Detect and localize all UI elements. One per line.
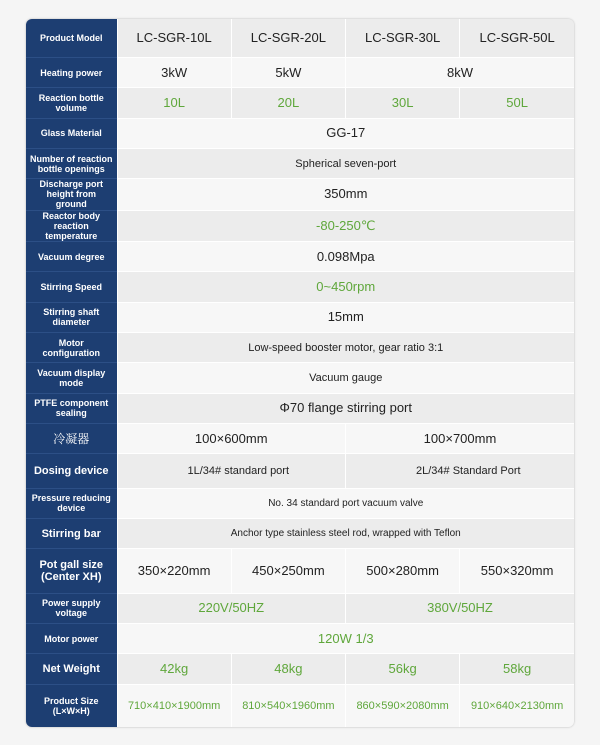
value-cell: 860×590×2080mm [346,684,460,727]
table-row [26,593,574,623]
value-cell: 500×280mm [346,549,460,594]
value-cell: -80-250℃ [117,210,574,241]
value-cell: 350×220mm [117,549,231,594]
table-row [26,57,574,87]
table-row [26,118,574,148]
row-label-product-size: Product Size (L×W×H) [26,684,117,727]
value-cell: 100×600mm [117,423,346,453]
row-label-heating-power: Heating power [26,57,117,87]
table-row [26,624,574,654]
value-cell: 50L [460,88,574,118]
row-label-model: Product Model [26,19,117,57]
value-cell: 1L/34# standard port [117,454,346,488]
table-row [26,518,574,548]
value-cell: Anchor type stainless steel rod, wrapped with Teflon [117,518,574,548]
value-cell: 10L [117,88,231,118]
row-label-shaft-diameter: Stirring shaft diameter [26,302,117,332]
table-row [26,423,574,453]
value-cell: Spherical seven-port [117,148,574,178]
value-cell: 450×250mm [231,549,345,594]
table-row [26,684,574,727]
table-row [26,210,574,241]
model-cell: LC-SGR-20L [231,19,345,57]
table-row [26,454,574,488]
value-cell: 3kW [117,57,231,87]
value-cell: Φ70 flange stirring port [117,393,574,423]
row-label-net-weight: Net Weight [26,654,117,684]
row-label-dosing: Dosing device [26,454,117,488]
row-label-bottle-volume: Reaction bottle volume [26,88,117,118]
model-cell: LC-SGR-10L [117,19,231,57]
value-cell: 58kg [460,654,574,684]
table-row [26,363,574,393]
value-cell: No. 34 standard port vacuum valve [117,488,574,518]
row-label-temperature: Reactor body reaction temperature [26,210,117,241]
value-cell: 5kW [231,57,345,87]
row-label-discharge: Discharge port height from ground [26,179,117,210]
value-cell: 2L/34# Standard Port [346,454,575,488]
table-row [26,302,574,332]
value-cell: 550×320mm [460,549,574,594]
value-cell: GG-17 [117,118,574,148]
row-label-stirring-speed: Stirring Speed [26,272,117,302]
table-row [26,332,574,362]
table-row [26,393,574,423]
row-label-openings: Number of reaction bottle openings [26,148,117,178]
table-row [26,272,574,302]
value-cell: 810×540×1960mm [231,684,345,727]
value-cell: 0~450rpm [117,272,574,302]
value-cell: 42kg [117,654,231,684]
row-label-power-supply: Power supply voltage [26,593,117,623]
table-row [26,654,574,684]
row-label-vacuum-degree: Vacuum degree [26,241,117,271]
value-cell: 220V/50HZ [117,593,346,623]
model-cell: LC-SGR-50L [460,19,574,57]
model-cell: LC-SGR-30L [346,19,460,57]
value-cell: 350mm [117,179,574,210]
value-cell: 30L [346,88,460,118]
value-cell: 910×640×2130mm [460,684,574,727]
value-cell: 20L [231,88,345,118]
table-row [26,179,574,210]
value-cell: 100×700mm [346,423,575,453]
value-cell: 0.098Mpa [117,241,574,271]
table-row [26,88,574,118]
value-cell: Vacuum gauge [117,363,574,393]
row-label-motor-config: Motor configuration [26,332,117,362]
value-cell: Low-speed booster motor, gear ratio 3:1 [117,332,574,362]
value-cell: 8kW [346,57,575,87]
row-label-pressure-valve: Pressure reducing device [26,488,117,518]
spec-table [26,19,574,727]
value-cell: 15mm [117,302,574,332]
row-label-stirring-bar: Stirring bar [26,518,117,548]
value-cell: 48kg [231,654,345,684]
row-label-glass: Glass Material [26,118,117,148]
value-cell: 120W 1/3 [117,624,574,654]
row-label-condenser: 冷凝器 [26,423,117,453]
table-row [26,19,574,57]
row-label-ptfe: PTFE component sealing [26,393,117,423]
row-label-pot-size: Pot gall size (Center XH) [26,549,117,594]
value-cell: 380V/50HZ [346,593,575,623]
table-row [26,549,574,594]
row-label-motor-power: Motor power [26,624,117,654]
row-label-vacuum-display: Vacuum display mode [26,363,117,393]
table-row [26,148,574,178]
spec-table-card [26,19,574,727]
value-cell: 710×410×1900mm [117,684,231,727]
value-cell: 56kg [346,654,460,684]
table-row [26,488,574,518]
table-row [26,241,574,271]
